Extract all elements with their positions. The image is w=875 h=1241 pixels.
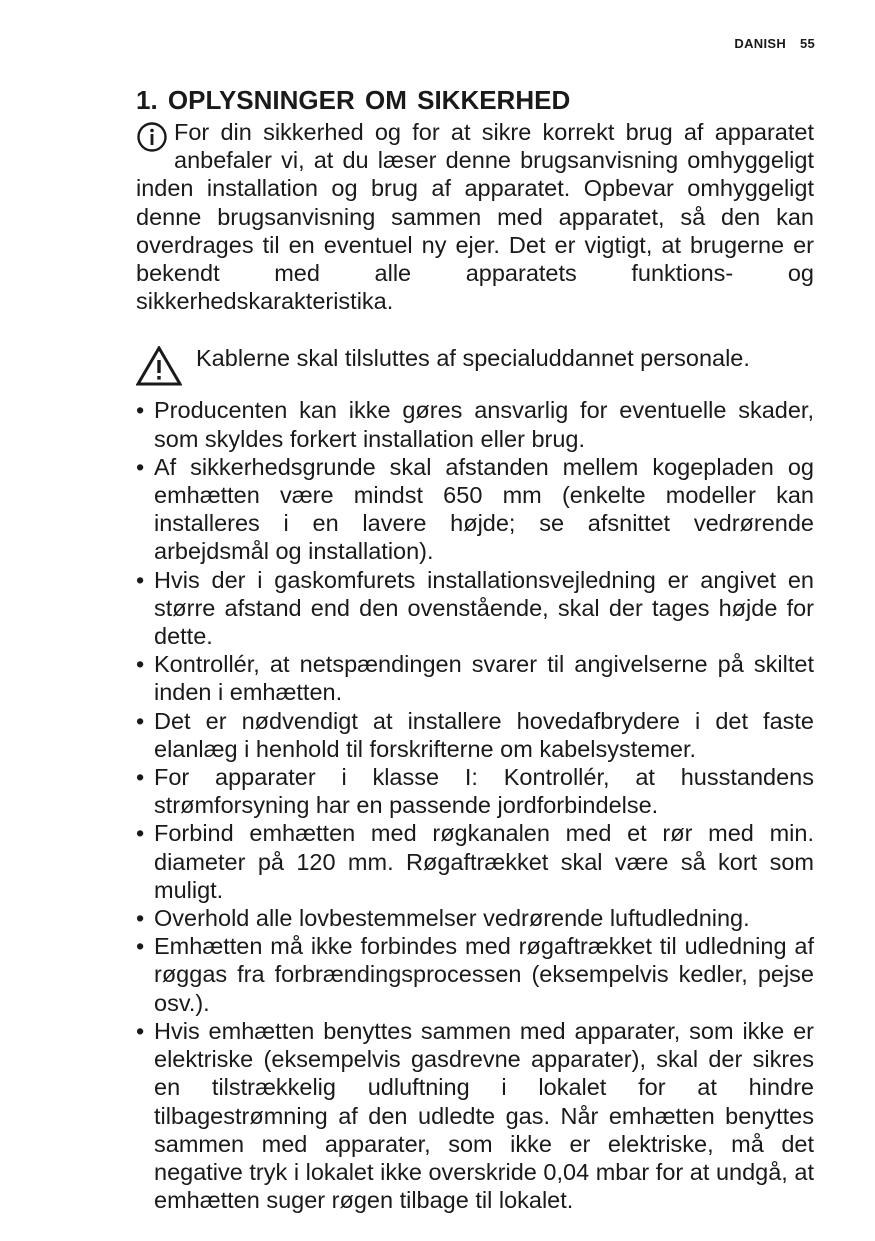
- warning-text: Kablerne skal tilsluttes af specialuddannet personale.: [196, 345, 750, 372]
- list-item: • Det er nødvendigt at installere hovedafbrydere i det faste elanlæg i henhold til forskrifterne om kabelsystemer.: [136, 707, 814, 763]
- safety-section: [136, 84, 814, 1214]
- warning-triangle-icon: [136, 346, 182, 386]
- section-title: 1. OPLYSNINGER OM SIKKERHED: [136, 85, 571, 115]
- info-icon: [136, 121, 168, 153]
- list-item: • Emhætten må ikke forbindes med røgaftrækket til udledning af røggas fra forbrændingsprocessen (eksempelvis kedler, pejse osv.).: [136, 932, 814, 1017]
- warning-block: [136, 342, 814, 394]
- header-language: DANISH: [734, 36, 787, 51]
- list-item: • Forbind emhætten med røgkanalen med et rør med min. diameter på 120 mm. Røgaftrækket skal være så kort som muligt.: [136, 819, 814, 904]
- list-item: • Producenten kan ikke gøres ansvarlig for eventuelle skader, som skyldes forkert installation eller brug.: [136, 396, 814, 452]
- list-item: • For apparater i klasse I: Kontrollér, at husstandens strømforsyning har en passende jordforbindelse.: [136, 763, 814, 819]
- page-number: 55: [799, 36, 815, 51]
- list-item: • Hvis emhætten benyttes sammen med apparater, som ikke er elektriske (eksempelvis gasdrevne apparater), skal der sikres en tilstrækkelig udluftning i lokalet for at hindre tilbagestrømning af den udledte gas. Når emhætten benyttes sammen med apparater, som ikke er elektriske, må det negative tryk i lokalet ikke overskride 0,04 mbar for at undgå, at emhætten suger røgen tilbage til lokalet.: [136, 1017, 814, 1214]
- page-header: [734, 36, 815, 51]
- list-item: • Overhold alle lovbestemmelser vedrørende luftudledning.: [136, 904, 814, 932]
- safety-list: [136, 396, 814, 1214]
- list-item: • Af sikkerhedsgrunde skal afstanden mellem kogepladen og emhætten være mindst 650 mm (enkelte modeller kan installeres i en lavere højde; se afsnittet vedrørende arbejdsmål og installation).: [136, 453, 814, 566]
- intro-text: For din sikkerhed og for at sikre korrekt brug af apparatet anbefaler vi, at du læser denne brugsanvisning omhyggeligt inden installation og brug af apparatet. Opbevar omhyggeligt denne brugsanvisning sammen med apparatet, så den kan overdrages til en eventuel ny ejer. Det er vigtigt, at brugerne er bekendt med alle apparatets funktions- og sikkerhedskarakteristika.: [136, 119, 814, 315]
- list-item: • Hvis der i gaskomfurets installationsvejledning er angivet en større afstand end den ovenstående, skal der tages højde for dette.: [136, 566, 814, 651]
- list-item: • Kontrollér, at netspændingen svarer til angivelserne på skiltet inden i emhætten.: [136, 650, 814, 706]
- intro-paragraph: [136, 118, 814, 315]
